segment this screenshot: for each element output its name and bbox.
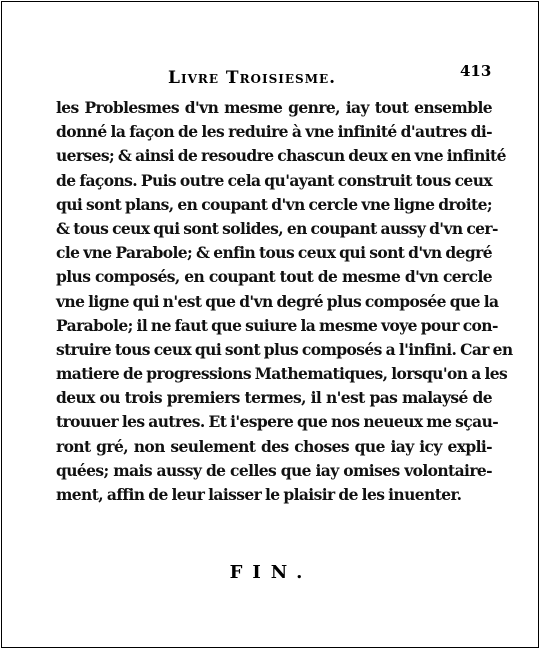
text-line: qui sont plans, en coupant d'vn cercle vne ligne droite;: [56, 194, 492, 214]
text-line: ment, affin de leur laisser le plaisir de les inuenter.: [56, 485, 462, 504]
text-line: matiere de progressions Mathematiques, lorsqu'on a les: [56, 364, 508, 384]
text-line: trouuer les autres. Et i'espere que nos neueux me sçau-: [56, 412, 499, 432]
text-line: ront gré, non seulement des choses que iay icy expli-: [56, 436, 492, 456]
text-line: les Problesmes d'vn mesme genre, iay tout ensemble: [56, 98, 492, 117]
text-line: plus composés, en coupant tout de mesme d'vn cercle: [56, 267, 492, 287]
text-line: struire tous ceux qui sont plus composés a l'infini. Car en: [56, 339, 513, 359]
text-line: cle vne Parabole; & enfin tous ceux qui sont d'vn degré: [56, 243, 492, 263]
running-title: Livre Troisiesme.: [168, 68, 337, 88]
page-header: [0, 62, 542, 90]
page-number: 413: [460, 62, 492, 80]
text-line: uerses; & ainsi de resoudre chascun deux en vne infinité: [56, 146, 506, 166]
text-line: quées; mais aussy de celles que iay omises volontaire-: [56, 460, 492, 480]
text-line: de façons. Puis outre cela qu'ayant construit tous ceux: [56, 170, 492, 190]
text-line: donné la façon de les reduire à vne infinité d'autres di-: [56, 122, 492, 142]
text-line: vne ligne qui n'est que d'vn degré plus composée que la: [56, 291, 499, 311]
text-line: & tous ceux qui sont solides, en coupant aussy d'vn cer-: [56, 218, 498, 238]
body-text: [56, 96, 513, 507]
text-line: deux ou trois premiers termes, il n'est pas malaysé de: [56, 388, 492, 408]
text-line: Parabole; il ne faut que suiure la mesme voye pour con-: [56, 315, 498, 335]
fin-mark: FIN.: [229, 562, 313, 583]
